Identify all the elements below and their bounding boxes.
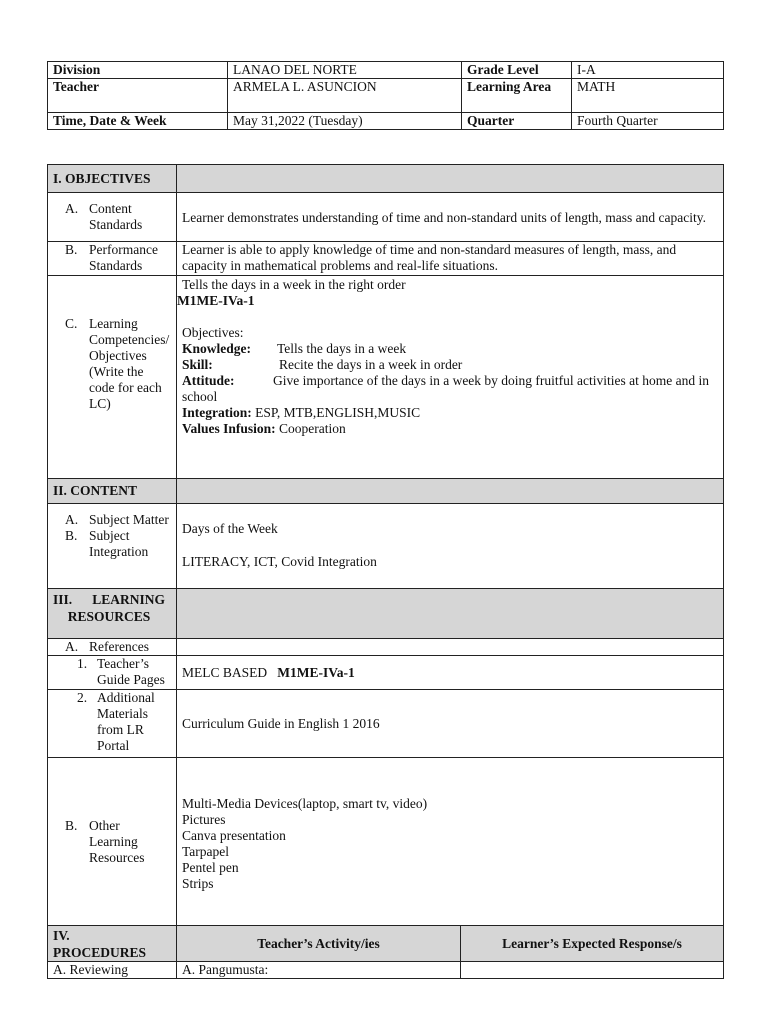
resource-item: Canva presentation bbox=[182, 827, 286, 843]
resource-item: Multi-Media Devices(laptop, smart tv, video) bbox=[182, 795, 428, 811]
lesson-plan-table bbox=[47, 164, 724, 979]
objectives-heading-fill bbox=[177, 165, 724, 193]
subject-values bbox=[177, 504, 724, 589]
references-cell bbox=[48, 639, 177, 656]
procedures-heading-cell bbox=[48, 926, 177, 962]
melc-code: M1ME-IVa-1 bbox=[277, 664, 355, 680]
integration-label: Integration: bbox=[182, 405, 252, 420]
reviewing-teacher-activity: A. Pangumusta: bbox=[177, 962, 461, 979]
learning-area-label: Learning Area bbox=[462, 79, 572, 113]
attitude-line bbox=[182, 373, 718, 405]
list-marker: B. bbox=[65, 817, 78, 833]
subject-integration-value: LITERACY, ICT, Covid Integration bbox=[182, 554, 377, 569]
resource-item: Pentel pen bbox=[182, 859, 239, 875]
skill-value: Recite the days in a week in order bbox=[279, 357, 463, 372]
list-marker: A. bbox=[65, 512, 79, 527]
reviewing-label: A. Reviewing bbox=[48, 962, 177, 979]
content-standards-value: Learner demonstrates understanding of time and non-standard units of length, mass and capacity. bbox=[177, 193, 724, 242]
additional-materials-value: Curriculum Guide in English 1 2016 bbox=[177, 690, 724, 758]
quarter-label: Quarter bbox=[462, 113, 572, 130]
learning-resources-heading: III. LEARNING RESOURCES bbox=[53, 592, 169, 624]
other-resources-cell bbox=[48, 758, 177, 926]
procedures-heading: IV. PROCEDURES bbox=[53, 928, 147, 960]
values-infusion-value: Cooperation bbox=[279, 421, 346, 436]
values-infusion-label: Values Infusion: bbox=[182, 421, 276, 436]
list-marker: 1. bbox=[77, 656, 88, 671]
division-label: Division bbox=[48, 62, 228, 79]
references-label: References bbox=[89, 639, 149, 654]
learning-area-value: MATH bbox=[572, 79, 724, 113]
list-marker: 2. bbox=[77, 690, 88, 705]
subject-integration-label: Subject Integration bbox=[89, 528, 149, 559]
resource-item: Tarpapel bbox=[182, 843, 230, 859]
content-heading-fill bbox=[177, 479, 724, 504]
subject-matter-label: Subject Matter bbox=[89, 512, 169, 527]
additional-materials-label: Additional Materials from LR Portal bbox=[97, 690, 155, 753]
references-value bbox=[177, 639, 724, 656]
list-marker: B. bbox=[65, 528, 78, 543]
integration-line bbox=[182, 405, 718, 421]
time-date-week-value: May 31,2022 (Tuesday) bbox=[228, 113, 462, 130]
skill-label: Skill: bbox=[182, 357, 213, 372]
resource-item: Strips bbox=[182, 875, 214, 891]
content-standards-label: Content Standards bbox=[89, 201, 143, 232]
teacher-label: Teacher bbox=[48, 79, 228, 113]
division-value: LANAO DEL NORTE bbox=[228, 62, 462, 79]
other-resources-list bbox=[177, 758, 724, 926]
teacher-value: ARMELA L. ASUNCION bbox=[228, 79, 462, 113]
teacher-activity-header: Teacher’s Activity/ies bbox=[177, 926, 461, 962]
knowledge-value: Tells the days in a week bbox=[277, 341, 407, 356]
performance-standards-value: Learner is able to apply knowledge of time and non-standard measures of length, mass, and capacity in mathematical problems and real-life situations. bbox=[177, 242, 724, 276]
list-marker: A. bbox=[65, 639, 79, 654]
competency-code: M1ME-IVa-1 bbox=[177, 293, 255, 308]
teachers-guide-label: Teacher’s Guide Pages bbox=[97, 656, 165, 687]
attitude-value: Give importance of the days in a week by doing fruitful activities at home and in school bbox=[182, 373, 710, 404]
teachers-guide-value bbox=[177, 656, 724, 690]
grade-level-value: I-A bbox=[572, 62, 724, 79]
values-infusion-line bbox=[182, 421, 718, 437]
content-heading: II. CONTENT bbox=[48, 479, 177, 504]
resource-item: Pictures bbox=[182, 811, 226, 827]
grade-level-label: Grade Level bbox=[462, 62, 572, 79]
content-standards-cell bbox=[48, 193, 177, 242]
performance-standards-cell bbox=[48, 242, 177, 276]
learning-competencies-value bbox=[177, 276, 724, 479]
time-date-week-label: Time, Date & Week bbox=[48, 113, 228, 130]
subject-cell bbox=[48, 504, 177, 589]
learning-resources-heading-cell bbox=[48, 589, 177, 639]
attitude-label: Attitude: bbox=[182, 373, 235, 388]
list-marker: B. bbox=[65, 242, 78, 257]
quarter-value: Fourth Quarter bbox=[572, 113, 724, 130]
knowledge-label: Knowledge: bbox=[182, 341, 251, 356]
list-marker: A. bbox=[65, 201, 79, 216]
objectives-heading: I. OBJECTIVES bbox=[48, 165, 177, 193]
learner-response-header: Learner’s Expected Response/s bbox=[461, 926, 724, 962]
competency-text: Tells the days in a week in the right order bbox=[182, 277, 406, 292]
objectives-intro: Objectives: bbox=[182, 325, 244, 340]
subject-matter-value: Days of the Week bbox=[182, 521, 278, 536]
additional-materials-cell bbox=[48, 690, 177, 758]
reviewing-learner-response bbox=[461, 962, 724, 979]
learning-resources-heading-fill bbox=[177, 589, 724, 639]
melc-based-text: MELC BASED bbox=[182, 664, 268, 680]
performance-standards-label: Performance Standards bbox=[89, 242, 158, 273]
integration-value: ESP, MTB,ENGLISH,MUSIC bbox=[255, 405, 421, 420]
knowledge-line bbox=[182, 341, 718, 357]
other-resources-label: Other Learning Resources bbox=[89, 817, 145, 865]
header-table bbox=[47, 61, 724, 130]
list-marker: C. bbox=[65, 316, 78, 331]
skill-line bbox=[182, 357, 718, 373]
learning-competencies-label: Learning Competencies/ Objectives (Write the code for each LC) bbox=[89, 316, 170, 411]
teachers-guide-cell bbox=[48, 656, 177, 690]
learning-competencies-cell bbox=[48, 276, 177, 479]
